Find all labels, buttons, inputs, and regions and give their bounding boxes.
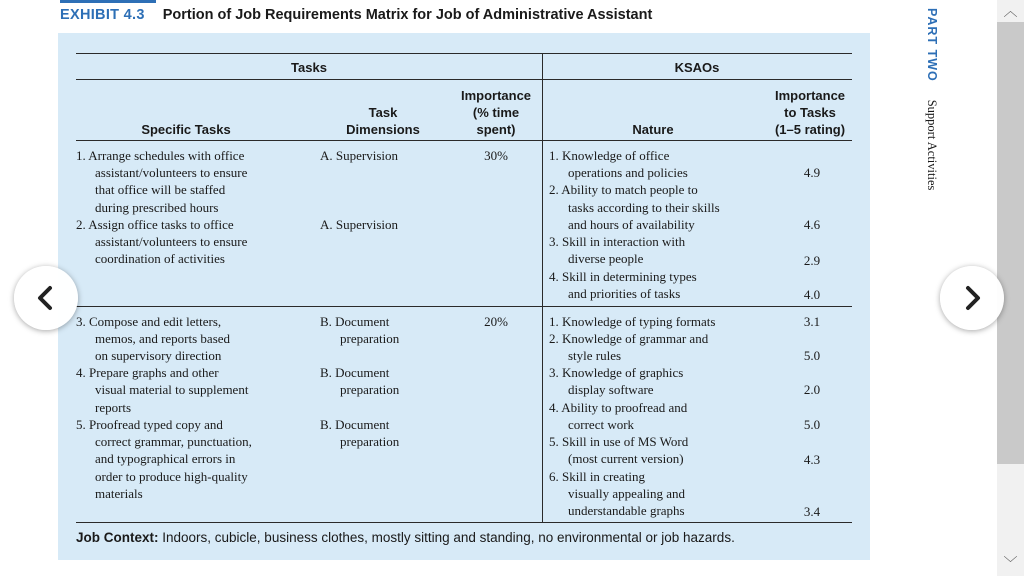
ksao-line: (most current version)	[568, 451, 684, 466]
previous-page-button[interactable]	[14, 266, 78, 330]
importance-rating: 4.6	[803, 217, 821, 232]
ksao-line: style rules	[568, 348, 622, 363]
task-line: 5. Proofread typed copy and	[76, 417, 223, 432]
task-line: 2. Assign office tasks to office	[76, 217, 234, 232]
ksao-line: 1. Knowledge of office	[549, 148, 670, 163]
column-header-rule	[76, 140, 852, 141]
task-line: 1. Arrange schedules with office	[76, 148, 245, 163]
ksao-line: 4. Ability to proofread and	[549, 400, 688, 415]
task-dimensions-header-2: Dimensions	[346, 122, 420, 137]
ksao-line: 3. Skill in interaction with	[549, 234, 686, 249]
ksao-line: display software	[568, 382, 654, 397]
task-line: 3. Compose and edit letters,	[76, 314, 222, 329]
task-line: correct grammar, punctuation,	[95, 434, 252, 449]
running-head	[924, 8, 939, 190]
job-context-text: Indoors, cubicle, business clothes, mostly sitting and standing, no environmental or job hazards.	[158, 530, 735, 545]
task-dimension: preparation	[340, 382, 400, 397]
task-dimension: B. Document	[320, 365, 390, 380]
importance-time-value: 30%	[484, 148, 508, 163]
task-line: visual material to supplement	[95, 382, 249, 397]
ksao-line: tasks according to their skills	[568, 200, 720, 215]
ksao-line: 5. Skill in use of MS Word	[549, 434, 689, 449]
importance-rating: 3.1	[803, 314, 821, 329]
ksao-line: and priorities of tasks	[568, 286, 681, 301]
ksaos-group-header: KSAOs	[674, 60, 720, 75]
ksao-line: understandable graphs	[568, 503, 685, 518]
importance-rating: 2.9	[803, 253, 821, 268]
task-dimension: preparation	[340, 331, 400, 346]
importance-rating: 4.0	[803, 287, 821, 302]
table-bottom-rule	[76, 522, 852, 523]
chevron-right-icon	[959, 285, 985, 311]
task-dimension: B. Document	[320, 417, 390, 432]
task-line: coordination of activities	[95, 251, 225, 266]
job-context	[76, 530, 735, 545]
importance-time-header-3: spent)	[476, 122, 516, 137]
specific-tasks-header: Specific Tasks	[141, 122, 231, 137]
row-separator-rule	[76, 306, 852, 307]
importance-tasks-header-2: to Tasks	[784, 105, 836, 120]
section-label: Support Activities	[925, 99, 939, 191]
task-line: memos, and reports based	[95, 331, 231, 346]
scroll-up-button[interactable]: ︿	[1003, 3, 1018, 19]
task-line: reports	[95, 400, 132, 415]
ksao-line: 4. Skill in determining types	[549, 269, 697, 284]
task-line: order to produce high-quality	[95, 469, 248, 484]
importance-time-header-2: (% time	[472, 105, 520, 120]
nature-header: Nature	[632, 122, 674, 137]
next-page-button[interactable]	[940, 266, 1004, 330]
ksao-line: 1. Knowledge of typing formats	[549, 314, 716, 329]
task-line: materials	[95, 486, 143, 501]
importance-rating: 5.0	[803, 348, 821, 363]
ksao-line: 2. Knowledge of grammar and	[549, 331, 709, 346]
task-dimension: B. Document	[320, 314, 390, 329]
task-dimension: A. Supervision	[320, 148, 398, 163]
task-line: assistant/volunteers to ensure	[95, 165, 248, 180]
part-label: PART TWO	[925, 8, 939, 82]
importance-rating: 3.4	[803, 504, 821, 519]
task-line: and typographical errors in	[95, 451, 236, 466]
importance-tasks-header-3: (1–5 rating)	[774, 122, 846, 137]
ksao-line: and hours of availability	[568, 217, 695, 232]
ksao-line: 6. Skill in creating	[549, 469, 646, 484]
exhibit-label: EXHIBIT 4.3	[60, 7, 145, 23]
exhibit-heading	[60, 7, 652, 23]
ksao-line: operations and policies	[568, 165, 688, 180]
exhibit-accent-rule	[60, 0, 156, 3]
importance-time-header-1: Importance	[460, 88, 532, 103]
chevron-left-icon	[33, 285, 59, 311]
task-dimension: A. Supervision	[320, 217, 398, 232]
group-header-rule	[76, 79, 852, 80]
task-line: that office will be staffed	[95, 182, 226, 197]
importance-time-value: 20%	[484, 314, 508, 329]
scroll-down-button[interactable]: ﹀	[1003, 555, 1018, 571]
ksao-line: correct work	[568, 417, 635, 432]
task-dimension: preparation	[340, 434, 400, 449]
ksao-line: 2. Ability to match people to	[549, 182, 698, 197]
task-line: on supervisory direction	[95, 348, 222, 363]
importance-rating: 4.9	[803, 165, 821, 180]
ksao-line: visually appealing and	[568, 486, 685, 501]
job-context-label: Job Context:	[76, 530, 159, 545]
task-line: during prescribed hours	[95, 200, 219, 215]
importance-tasks-header-1: Importance	[774, 88, 846, 103]
importance-rating: 2.0	[803, 382, 821, 397]
task-line: 4. Prepare graphs and other	[76, 365, 219, 380]
task-dimensions-header-1: Task	[368, 105, 398, 120]
table-top-rule	[76, 53, 852, 54]
ksao-line: diverse people	[568, 251, 644, 266]
tasks-group-header: Tasks	[291, 60, 327, 75]
importance-rating: 4.3	[803, 452, 821, 467]
scrollbar-thumb[interactable]	[997, 22, 1024, 464]
importance-rating: 5.0	[803, 417, 821, 432]
task-line: assistant/volunteers to ensure	[95, 234, 248, 249]
exhibit-title: Portion of Job Requirements Matrix for Job of Administrative Assistant	[162, 7, 653, 23]
ksao-line: 3. Knowledge of graphics	[549, 365, 684, 380]
job-requirements-matrix	[58, 33, 870, 560]
